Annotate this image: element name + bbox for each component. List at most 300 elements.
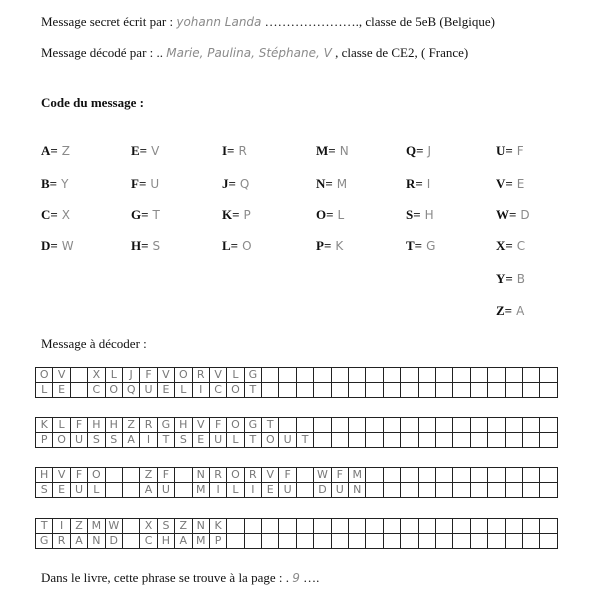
decoder-label: Message décodé par : .. xyxy=(41,45,164,60)
footer-question xyxy=(41,570,319,586)
grid-cell xyxy=(505,519,522,534)
grid-cell xyxy=(435,468,452,483)
code-value: C xyxy=(516,239,526,253)
message-grid-3 xyxy=(35,467,558,498)
grid-cell: S xyxy=(88,433,105,448)
grid-cell xyxy=(331,368,348,383)
grid-cell: D xyxy=(105,534,122,549)
grid-cell: K xyxy=(36,418,53,433)
grid-cell xyxy=(401,483,418,498)
code-letter: K= xyxy=(222,207,240,222)
grid-cell: V xyxy=(209,368,226,383)
grid-cell xyxy=(488,383,505,398)
grid-cell: S xyxy=(105,433,122,448)
code-entry xyxy=(496,271,525,287)
grid-cell: U xyxy=(279,483,296,498)
grid-cell xyxy=(470,468,487,483)
code-value: A xyxy=(516,304,525,318)
grid-row-decoded xyxy=(36,483,558,498)
grid-cell: E xyxy=(262,483,279,498)
grid-cell xyxy=(122,519,139,534)
grid-cell xyxy=(279,534,296,549)
grid-cell: I xyxy=(140,433,157,448)
code-entry xyxy=(316,176,347,192)
grid-cell xyxy=(470,418,487,433)
code-letter: L= xyxy=(222,238,239,253)
grid-cell: V xyxy=(192,418,209,433)
grid-cell xyxy=(262,368,279,383)
grid-row-decoded xyxy=(36,433,558,448)
grid-cell xyxy=(435,418,452,433)
grid-cell xyxy=(366,368,383,383)
grid-cell xyxy=(488,534,505,549)
code-letter: A= xyxy=(41,143,58,158)
grid-cell xyxy=(505,383,522,398)
grid-cell: T xyxy=(36,519,53,534)
grid-cell xyxy=(435,368,452,383)
grid-row-encoded xyxy=(36,368,558,383)
code-entry xyxy=(496,207,530,223)
grid-cell: U xyxy=(209,433,226,448)
grid-cell: I xyxy=(244,483,261,498)
grid-cell: U xyxy=(140,383,157,398)
grid-cell: R xyxy=(140,418,157,433)
code-letter: V= xyxy=(496,176,513,191)
grid-cell xyxy=(383,483,400,498)
code-letter: C= xyxy=(41,207,58,222)
grid-cell: F xyxy=(157,468,174,483)
grid-cell: U xyxy=(279,433,296,448)
grid-cell xyxy=(262,534,279,549)
code-value: Y xyxy=(61,177,69,191)
code-value: M xyxy=(336,177,348,191)
grid-cell: I xyxy=(53,519,70,534)
grid-cell: M xyxy=(192,534,209,549)
grid-cell: Z xyxy=(70,519,87,534)
code-letter: U= xyxy=(496,143,513,158)
grid-cell xyxy=(522,519,539,534)
grid-cell xyxy=(262,383,279,398)
grid-cell xyxy=(122,534,139,549)
grid-cell xyxy=(470,433,487,448)
grid-cell xyxy=(418,468,435,483)
code-entry xyxy=(316,238,343,254)
grid-cell xyxy=(505,368,522,383)
grid-cell: Z xyxy=(122,418,139,433)
grid-cell xyxy=(383,383,400,398)
grid-cell xyxy=(314,368,331,383)
grid-cell xyxy=(296,368,313,383)
grid-cell xyxy=(383,368,400,383)
grid-cell: W xyxy=(314,468,331,483)
grid-cell xyxy=(314,383,331,398)
grid-cell: A xyxy=(122,433,139,448)
grid-cell xyxy=(453,383,470,398)
grid-cell xyxy=(383,534,400,549)
grid-cell xyxy=(505,534,522,549)
grid-cell: Q xyxy=(122,383,139,398)
grid-cell xyxy=(244,534,261,549)
grid-cell xyxy=(505,468,522,483)
grid-cell xyxy=(418,483,435,498)
grid-cell xyxy=(505,418,522,433)
code-entry xyxy=(131,143,159,159)
grid-cell xyxy=(122,483,139,498)
code-value: N xyxy=(339,144,349,158)
code-value: Z xyxy=(61,144,71,158)
grid-cell: K xyxy=(209,519,226,534)
grid-cell: O xyxy=(105,383,122,398)
grid-cell xyxy=(366,418,383,433)
grid-cell: L xyxy=(227,483,244,498)
grid-cell: N xyxy=(192,519,209,534)
grid-cell xyxy=(227,534,244,549)
code-entry xyxy=(406,207,434,223)
grid-cell xyxy=(470,534,487,549)
grid-cell xyxy=(488,368,505,383)
grid-cell: O xyxy=(227,418,244,433)
grid-cell: L xyxy=(227,433,244,448)
message-grid-1 xyxy=(35,367,558,398)
grid-cell xyxy=(331,519,348,534)
grid-cell xyxy=(488,519,505,534)
grid-cell xyxy=(522,418,539,433)
code-value: I xyxy=(426,177,431,191)
code-letter: J= xyxy=(222,176,236,191)
code-value: D xyxy=(520,208,530,222)
code-letter: G= xyxy=(131,207,149,222)
grid-row-encoded xyxy=(36,418,558,433)
grid-cell xyxy=(401,368,418,383)
grid-cell: O xyxy=(53,433,70,448)
code-letter: Z= xyxy=(496,303,513,318)
grid-cell: T xyxy=(296,433,313,448)
grid-cell: E xyxy=(157,383,174,398)
grid-cell: Z xyxy=(175,519,192,534)
grid-cell xyxy=(349,519,366,534)
grid-cell xyxy=(331,534,348,549)
grid-cell: R xyxy=(53,534,70,549)
grid-cell: S xyxy=(36,483,53,498)
grid-cell: P xyxy=(36,433,53,448)
grid-cell xyxy=(383,433,400,448)
grid-cell xyxy=(418,534,435,549)
code-letter: Y= xyxy=(496,271,513,286)
grid-cell xyxy=(314,433,331,448)
grid-cell xyxy=(418,519,435,534)
code-letter: P= xyxy=(316,238,332,253)
grid-cell: D xyxy=(314,483,331,498)
grid-cell xyxy=(453,483,470,498)
grid-cell: U xyxy=(331,483,348,498)
grid-cell: L xyxy=(88,483,105,498)
code-letter: I= xyxy=(222,143,235,158)
grid-cell: F xyxy=(70,468,87,483)
grid-cell: F xyxy=(279,468,296,483)
grid-cell xyxy=(435,519,452,534)
grid-cell: V xyxy=(53,368,70,383)
author-name: yohann Landa xyxy=(176,15,262,29)
decoder-class: , classe de CE2, ( France) xyxy=(335,45,469,60)
code-entry xyxy=(131,176,159,192)
code-entry xyxy=(222,176,249,192)
grid-cell: T xyxy=(157,433,174,448)
grid-cell: T xyxy=(244,383,261,398)
author-label: Message secret écrit par : xyxy=(41,14,174,29)
grid-cell xyxy=(314,534,331,549)
grid-cell xyxy=(453,534,470,549)
grid-cell: L xyxy=(53,418,70,433)
grid-row-encoded xyxy=(36,468,558,483)
grid-cell xyxy=(470,383,487,398)
grid-cell: U xyxy=(70,483,87,498)
grid-cell: F xyxy=(331,468,348,483)
grid-cell xyxy=(453,433,470,448)
code-value: W xyxy=(61,239,74,253)
code-value: J xyxy=(427,144,432,158)
grid-cell: G xyxy=(244,418,261,433)
grid-cell: A xyxy=(175,534,192,549)
grid-cell: R xyxy=(192,368,209,383)
grid-cell xyxy=(435,383,452,398)
grid-cell xyxy=(488,433,505,448)
code-value: E xyxy=(516,177,525,191)
code-entry xyxy=(496,143,524,159)
code-letter: O= xyxy=(316,207,334,222)
code-value: U xyxy=(150,177,160,191)
code-value: K xyxy=(335,239,344,253)
grid-cell: M xyxy=(349,468,366,483)
grid-cell xyxy=(540,468,557,483)
grid-cell xyxy=(540,383,557,398)
code-value: O xyxy=(242,239,252,253)
grid-cell xyxy=(383,418,400,433)
code-value: R xyxy=(238,144,247,158)
grid-cell xyxy=(522,468,539,483)
grid-cell xyxy=(175,468,192,483)
grid-cell xyxy=(122,468,139,483)
grid-cell xyxy=(540,483,557,498)
grid-cell xyxy=(349,418,366,433)
code-title: Code du message : xyxy=(41,95,144,110)
code-letter: R= xyxy=(406,176,423,191)
grid-cell: X xyxy=(140,519,157,534)
decoder-names: Marie, Paulina, Stéphane, V xyxy=(166,46,332,60)
grid-cell xyxy=(453,418,470,433)
grid-cell xyxy=(279,519,296,534)
grid-cell: N xyxy=(88,534,105,549)
grid-cell: C xyxy=(140,534,157,549)
grid-cell xyxy=(418,368,435,383)
grid-cell: M xyxy=(192,483,209,498)
grid-cell: H xyxy=(175,418,192,433)
grid-cell: L xyxy=(105,368,122,383)
code-entry xyxy=(496,176,524,192)
grid-cell xyxy=(70,383,87,398)
grid-cell xyxy=(540,418,557,433)
grid-cell xyxy=(349,368,366,383)
code-value: P xyxy=(243,208,251,222)
grid-cell xyxy=(314,418,331,433)
code-entry xyxy=(406,143,431,159)
grid-cell xyxy=(105,483,122,498)
grid-cell: J xyxy=(122,368,139,383)
code-value: H xyxy=(424,208,434,222)
grid-cell xyxy=(331,433,348,448)
grid-cell xyxy=(244,519,261,534)
message-grid-2 xyxy=(35,417,558,448)
grid-cell xyxy=(349,534,366,549)
grid-cell xyxy=(470,483,487,498)
grid-cell: U xyxy=(70,433,87,448)
grid-cell: S xyxy=(157,519,174,534)
code-letter: W= xyxy=(496,207,517,222)
grid-cell: R xyxy=(209,468,226,483)
grid-cell xyxy=(470,368,487,383)
grid-cell xyxy=(296,483,313,498)
grid-cell xyxy=(105,468,122,483)
grid-cell xyxy=(279,418,296,433)
grid-cell xyxy=(366,433,383,448)
code-entry xyxy=(131,238,160,254)
grid-cell xyxy=(435,534,452,549)
grid-cell xyxy=(418,383,435,398)
code-letter: H= xyxy=(131,238,149,253)
code-value: X xyxy=(61,208,71,222)
message-title: Message à décoder : xyxy=(41,336,147,351)
grid-cell xyxy=(418,418,435,433)
grid-cell: L xyxy=(36,383,53,398)
code-value: V xyxy=(151,144,160,158)
code-value: G xyxy=(426,239,436,253)
grid-cell: S xyxy=(175,433,192,448)
grid-cell xyxy=(296,534,313,549)
grid-cell xyxy=(418,433,435,448)
grid-cell xyxy=(314,519,331,534)
grid-cell xyxy=(401,468,418,483)
grid-cell: V xyxy=(262,468,279,483)
code-letter: M= xyxy=(316,143,336,158)
grid-cell xyxy=(488,468,505,483)
grid-cell xyxy=(70,368,87,383)
grid-cell xyxy=(383,468,400,483)
grid-cell xyxy=(522,383,539,398)
grid-cell: H xyxy=(105,418,122,433)
code-entry xyxy=(222,207,251,223)
grid-cell: E xyxy=(53,483,70,498)
code-entry xyxy=(41,176,68,192)
code-entry xyxy=(316,143,349,159)
grid-cell: V xyxy=(53,468,70,483)
code-letter: N= xyxy=(316,176,333,191)
grid-cell: O xyxy=(262,433,279,448)
grid-cell xyxy=(296,383,313,398)
grid-cell: P xyxy=(209,534,226,549)
grid-cell xyxy=(488,483,505,498)
grid-cell: G xyxy=(244,368,261,383)
grid-cell: O xyxy=(175,368,192,383)
grid-cell: O xyxy=(227,468,244,483)
grid-cell: F xyxy=(140,368,157,383)
code-letter: S= xyxy=(406,207,421,222)
grid-cell: N xyxy=(349,483,366,498)
code-value: T xyxy=(152,208,160,222)
grid-cell xyxy=(366,483,383,498)
code-value: S xyxy=(152,239,161,253)
code-entry xyxy=(41,238,74,254)
code-entry xyxy=(41,207,70,223)
grid-cell: A xyxy=(140,483,157,498)
grid-cell: T xyxy=(262,418,279,433)
grid-cell: N xyxy=(192,468,209,483)
grid-row-decoded xyxy=(36,534,558,549)
grid-cell: O xyxy=(88,468,105,483)
grid-cell: M xyxy=(88,519,105,534)
code-letter: Q= xyxy=(406,143,424,158)
grid-cell xyxy=(540,519,557,534)
message-grid-4 xyxy=(35,518,558,549)
grid-cell xyxy=(227,519,244,534)
grid-cell xyxy=(175,483,192,498)
grid-cell xyxy=(331,418,348,433)
grid-cell xyxy=(366,383,383,398)
grid-cell: I xyxy=(192,383,209,398)
grid-cell xyxy=(262,519,279,534)
grid-cell xyxy=(401,433,418,448)
grid-cell: A xyxy=(70,534,87,549)
grid-cell xyxy=(383,519,400,534)
author-dots: …………………., xyxy=(264,14,363,29)
grid-cell: H xyxy=(36,468,53,483)
code-entry xyxy=(496,238,525,254)
code-entry xyxy=(406,176,430,192)
grid-cell xyxy=(401,383,418,398)
footer-answer: 9 xyxy=(292,571,300,585)
grid-cell xyxy=(540,534,557,549)
grid-cell xyxy=(279,368,296,383)
grid-cell xyxy=(522,534,539,549)
grid-cell: G xyxy=(36,534,53,549)
grid-cell xyxy=(366,468,383,483)
grid-cell xyxy=(401,534,418,549)
code-letter: D= xyxy=(41,238,58,253)
grid-cell: F xyxy=(209,418,226,433)
grid-cell xyxy=(453,519,470,534)
footer-dots: …. xyxy=(303,570,320,585)
grid-cell: W xyxy=(105,519,122,534)
grid-cell xyxy=(488,418,505,433)
code-value: Q xyxy=(239,177,250,191)
grid-cell: O xyxy=(36,368,53,383)
code-entry xyxy=(131,207,160,223)
grid-cell: G xyxy=(157,418,174,433)
grid-cell xyxy=(331,383,348,398)
code-letter: E= xyxy=(131,143,148,158)
grid-cell xyxy=(540,368,557,383)
grid-cell: L xyxy=(175,383,192,398)
grid-cell xyxy=(401,519,418,534)
grid-cell xyxy=(505,483,522,498)
grid-cell xyxy=(349,433,366,448)
grid-cell xyxy=(453,368,470,383)
code-entry xyxy=(222,143,247,159)
grid-cell xyxy=(366,519,383,534)
grid-row-decoded xyxy=(36,383,558,398)
code-value: F xyxy=(516,144,524,158)
grid-cell: E xyxy=(53,383,70,398)
code-entry xyxy=(496,303,524,319)
code-value: L xyxy=(337,208,345,222)
